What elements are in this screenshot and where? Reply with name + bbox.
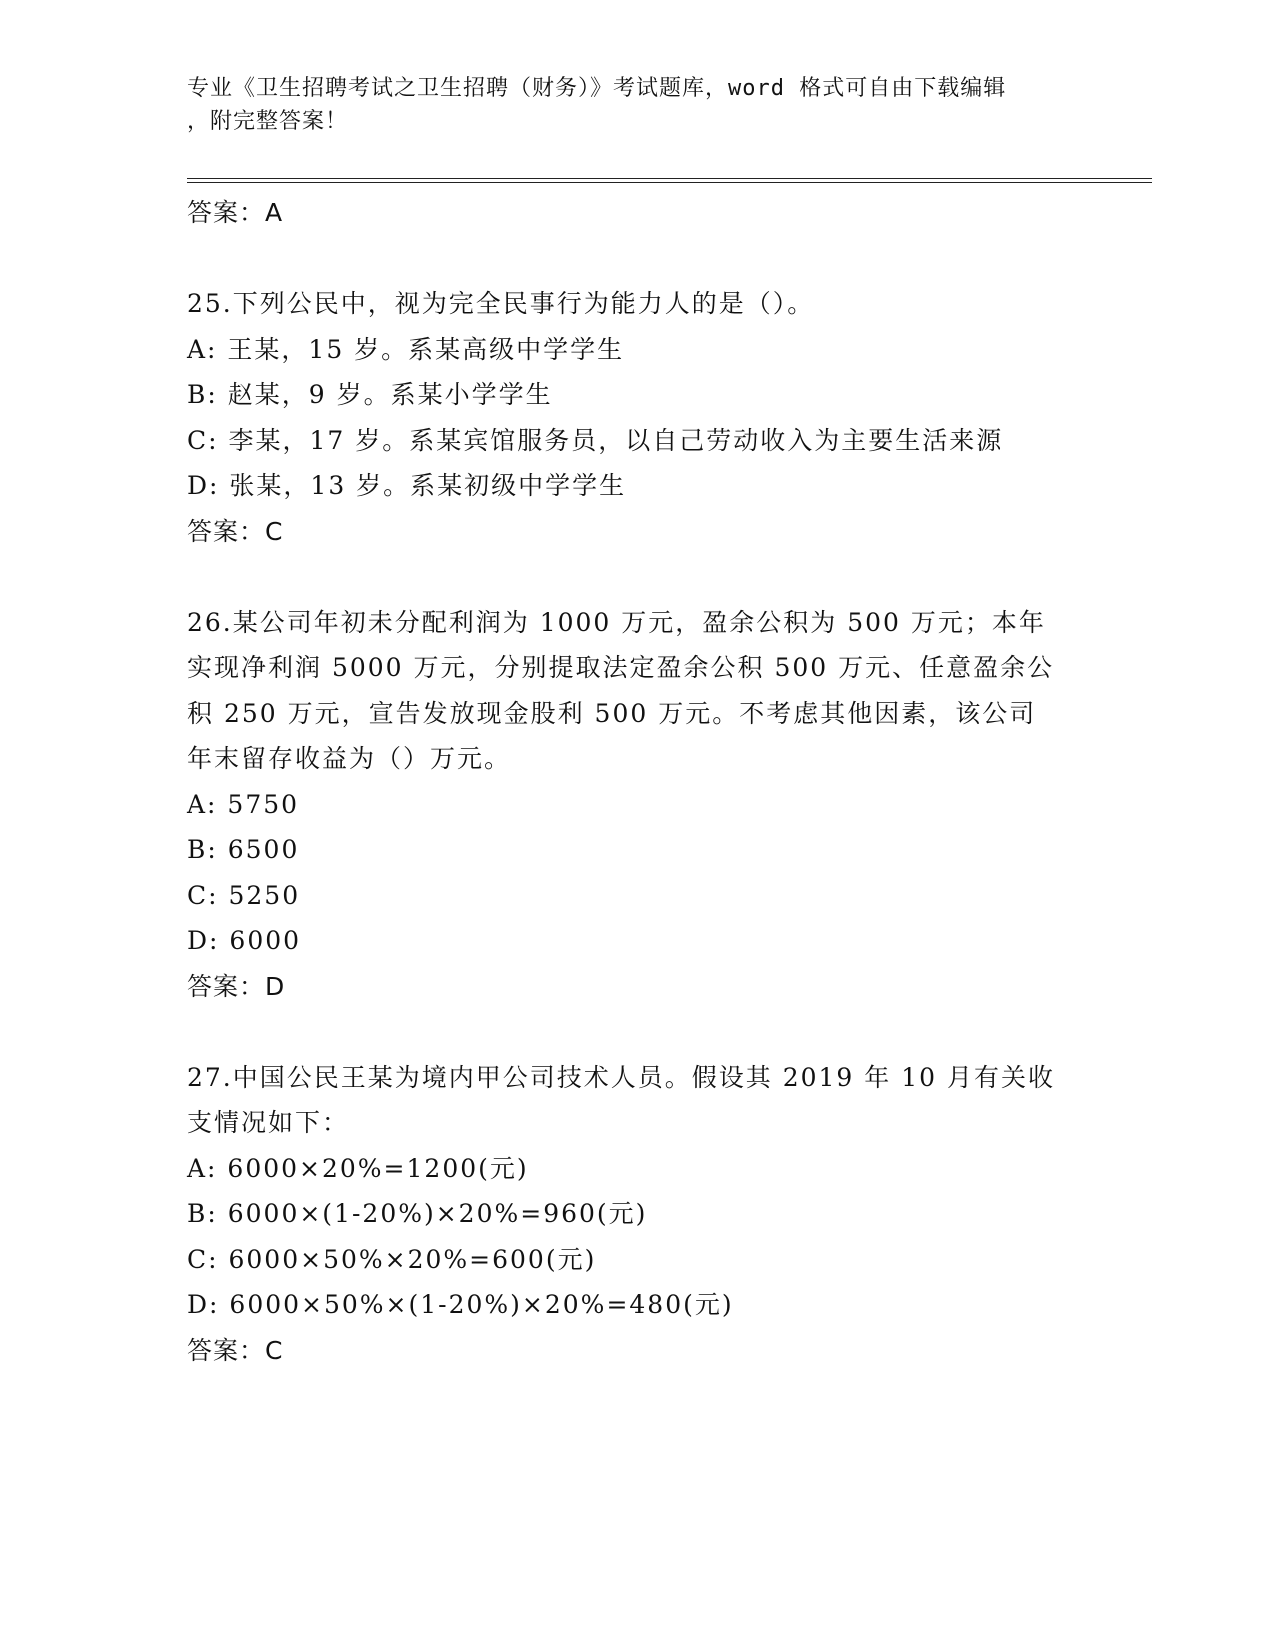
question-stem-line: 27.中国公民王某为境内甲公司技术人员。假设其 2019 年 10 月有关收: [187, 1062, 1055, 1092]
option-b: B: 6500: [187, 835, 300, 864]
spacer: [187, 554, 1087, 600]
question-stem-line: 积 250 万元，宣告发放现金股利 500 万元。不考虑其他因素，该公司: [187, 698, 1037, 728]
option-b: B: 赵某，9 岁。系某小学学生: [187, 380, 553, 409]
option-a: A: 6000×20%=1200(元): [187, 1153, 529, 1183]
option-a: A: 5750: [187, 789, 300, 819]
question-block: [187, 1055, 1087, 1374]
option-c: C: 6000×50%×20%=600(元): [187, 1244, 597, 1274]
spacer: [187, 236, 1087, 282]
question-stem-line: 25.下列公民中，视为完全民事行为能力人的是（）。: [187, 289, 815, 318]
answer-line: 答案：D: [187, 971, 286, 1001]
option-c: C: 李某，17 岁。系某宾馆服务员，以自己劳动收入为主要生活来源: [187, 425, 1004, 455]
question-list: [187, 190, 1087, 1373]
question-block: [187, 281, 1087, 554]
option-d: D: 6000×50%×(1-20%)×20%=480(元): [187, 1290, 734, 1319]
option-d: D: 张某，13 岁。系某初级中学学生: [187, 471, 627, 500]
document-header: 专业《卫生招聘考试之卫生招聘（财务）》考试题库，word 格式可自由下载编辑 ，附完整答案！: [187, 76, 1007, 134]
spacer: [187, 1009, 1087, 1055]
question-block: [187, 600, 1087, 1010]
option-d: D: 6000: [187, 926, 302, 955]
answer-line: 答案：A: [187, 198, 284, 227]
header-divider-top: [187, 178, 1152, 179]
question-stem-line: 支情况如下：: [187, 1108, 350, 1137]
answer-line: 答案：C: [187, 516, 284, 546]
option-b: B: 6000×(1-20%)×20%=960(元): [187, 1199, 648, 1228]
option-a: A: 王某，15 岁。系某高级中学学生: [187, 334, 625, 364]
question-stem-line: 26.某公司年初未分配利润为 1000 万元，盈余公积为 500 万元；本年: [187, 607, 1046, 637]
header-divider-bottom: [187, 182, 1152, 183]
question-stem-line: 实现净利润 5000 万元，分别提取法定盈余公积 500 万元、任意盈余公: [187, 653, 1055, 682]
answer-line: 答案：C: [187, 1335, 284, 1365]
option-c: C: 5250: [187, 880, 301, 910]
question-stem-line: 年末留存收益为（）万元。: [187, 744, 512, 773]
